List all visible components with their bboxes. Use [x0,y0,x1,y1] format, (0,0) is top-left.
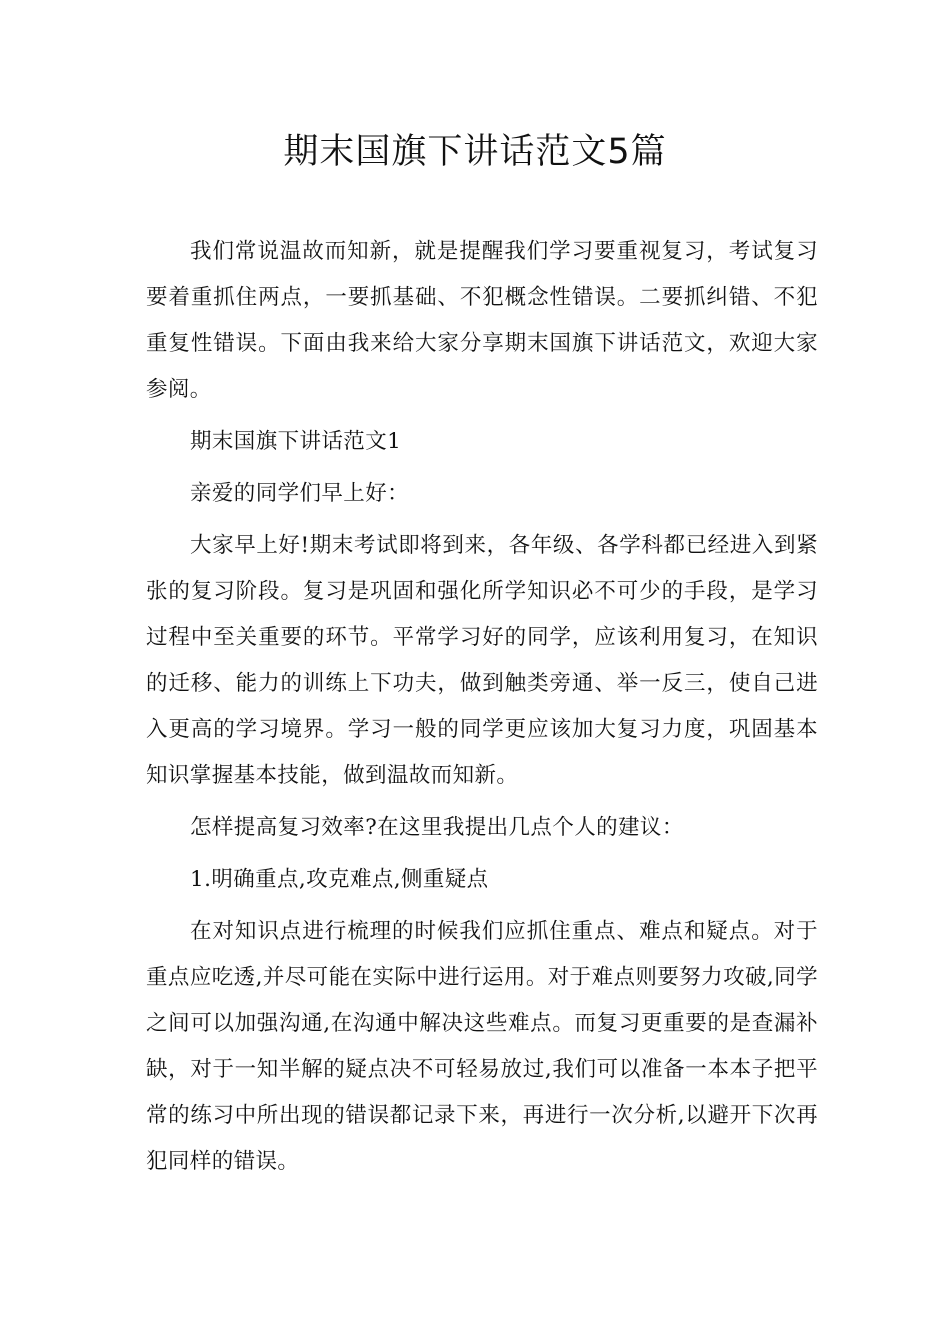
document-body [146,229,818,1191]
section-heading: 期末国旗下讲话范文1 [190,429,402,454]
document-title: 期末国旗下讲话范文5篇 [283,132,667,172]
intro-paragraph: 我们常说温故而知新，就是提醒我们学习要重视复习，考试复习要着重抓住两点，一要抓基础、不犯概念性错误。二要抓纠错、不犯重复性错误。下面由我来给大家分享期末国旗下讲话范文，欢迎大家参阅。 [146,239,818,402]
body-paragraph: 在对知识点进行梳理的时候我们应抓住重点、难点和疑点。对于重点应吃透,并尽可能在实际中进行运用。对于难点则要努力攻破,同学之间可以加强沟通,在沟通中解决这些难点。而复习更重要的是查漏补缺，对于一知半解的疑点决不可轻易放过,我们可以准备一本本子把平常的练习中所出现的错误都记录下来，再进行一次分析,以避开下次再犯同样的错误。 [146,919,818,1174]
body-paragraph: 大家早上好!期末考试即将到来，各年级、各学科都已经进入到紧张的复习阶段。复习是巩固和强化所学知识必不可少的手段，是学习过程中至关重要的环节。平常学习好的同学，应该利用复习，在知识的迁移、能力的训练上下功夫，做到触类旁通、举一反三，使自己进入更高的学习境界。学习一般的同学更应该加大复习力度，巩固基本知识掌握基本技能，做到温故而知新。 [146,533,818,788]
point-heading: 1.明确重点,攻克难点,侧重疑点 [190,867,489,892]
salutation-paragraph: 亲爱的同学们早上好： [190,481,410,506]
question-paragraph: 怎样提高复习效率?在这里我提出几点个人的建议： [190,815,684,840]
